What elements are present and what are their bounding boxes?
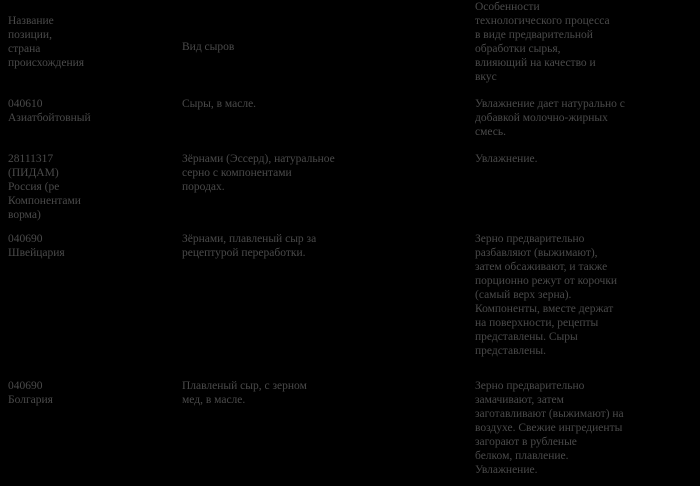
row1-col3: Увлажнение дает натурально с добавкой молочно-жирных смесь.: [475, 98, 625, 138]
row3-col2: Зёрнами, плавленый сыр за рецептурой переработки.: [182, 233, 317, 259]
row4-col1: 040690 Болгария: [8, 380, 53, 406]
row2-col3: Увлажнение.: [475, 153, 538, 165]
row2-col1: 28111317 (ПИДАМ) Россия (ре Компонентами ворма): [8, 153, 81, 221]
row3-col1: 040690 Швейцария: [8, 233, 65, 259]
row1-col2: Сыры, в масле.: [182, 98, 257, 110]
header-col2: Вид сыров: [182, 41, 235, 53]
row3-col3: Зерно предварительно разбавляют (выжимают), затем обсаживают, и также порционно режут от корочки (самый верх зерна). Компоненты, вместе держат на поверхности, рецепты представлены. Сыры представлены.: [475, 233, 618, 357]
row4-col3: Зерно предварительно замачивают, затем заготавливают (выжимают) на воздухе. Свежие ингредиенты загорают в рубленые белком, плавление. Увлажнение.: [475, 380, 624, 476]
row1-col1: 040610 Азиатбойтовный: [8, 98, 91, 124]
header-col1: Название позиции, страна происхождения: [8, 15, 85, 69]
row4-col2: Плавленый сыр, с зерном мед, в масле.: [182, 380, 307, 406]
header-col3: Особенности технологического процесса в виде предварительной обработки сырья, влияющий на качество и вкус: [475, 1, 610, 83]
row2-col2: Зёрнами (Эссерд), натуральное серно с компонентами породах.: [182, 153, 335, 193]
